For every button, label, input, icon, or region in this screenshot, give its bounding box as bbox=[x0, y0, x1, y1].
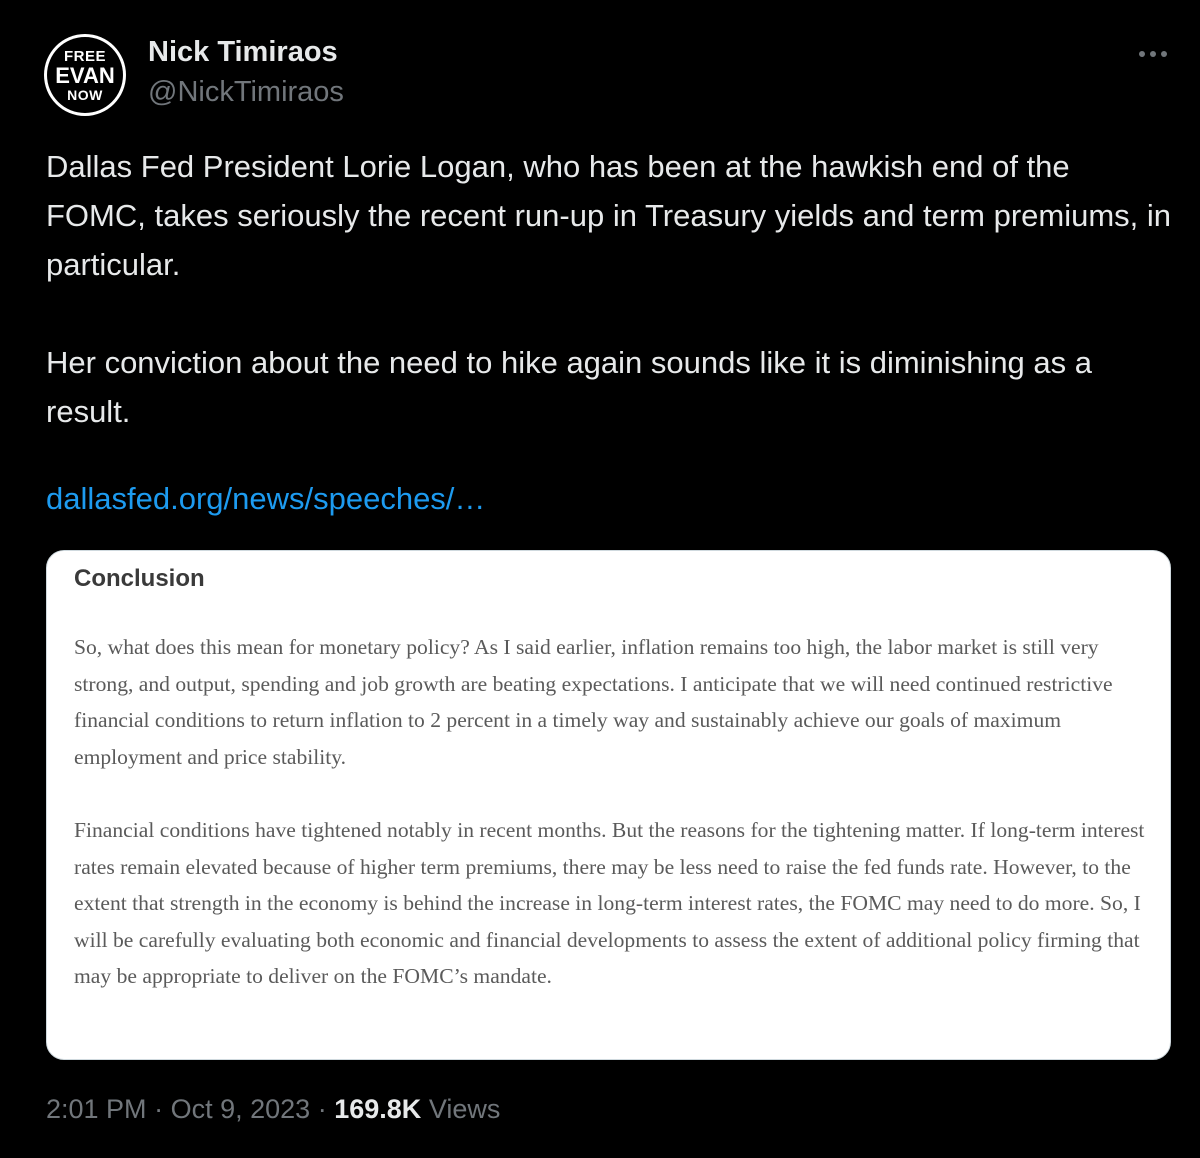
views-label: Views bbox=[428, 1094, 501, 1124]
card-heading: Conclusion bbox=[74, 565, 205, 592]
tweet-time[interactable]: 2:01 PM bbox=[46, 1094, 147, 1124]
avatar-badge bbox=[47, 37, 123, 113]
avatar-text-line-3: NOW bbox=[67, 86, 103, 103]
views-count: 169.8K bbox=[334, 1094, 422, 1124]
tweet-meta bbox=[46, 1094, 500, 1125]
quoted-image-card[interactable] bbox=[46, 550, 1171, 1060]
card-paragraph: Financial conditions have tightened notably in recent months. But the reasons for the tightening matter. If long-term interest rates remain elevated because of higher term premiums, there may be less need to raise the fed funds rate. However, to the extent that strength in the economy is behind the increase in long-term interest rates, the FOMC may need to do more. So, I will be carefully evaluating both economic and financial developments to assess the extent of additional policy firming that may be appropriate to deliver on the FOMC’s mandate. bbox=[74, 818, 1145, 988]
tweet-paragraph: Her conviction about the need to hike again sounds like it is diminishing as a result. bbox=[46, 345, 1093, 429]
author-display-name[interactable]: Nick Timiraos bbox=[148, 36, 338, 68]
tweet-paragraph: Dallas Fed President Lorie Logan, who has been at the hawkish end of the FOMC, takes seriously the recent run-up in Treasury yields and term premiums, in particular. bbox=[46, 149, 1172, 282]
tweet-text bbox=[46, 142, 1176, 436]
avatar-text-line-2: EVAN bbox=[55, 62, 115, 88]
meta-separator: · bbox=[154, 1094, 164, 1124]
meta-separator: · bbox=[317, 1094, 327, 1124]
avatar[interactable] bbox=[44, 34, 126, 116]
avatar-text-line-1: FREE bbox=[63, 47, 106, 65]
card-paragraph: So, what does this mean for monetary policy? As I said earlier, inflation remains too high, the labor market is still very strong, and output, spending and job growth are beating expectations. I anticipate that we will need continued restrictive financial conditions to return inflation to 2 percent in a timely way and sustainably achieve our goals of maximum employment and price stability. bbox=[74, 635, 1113, 769]
tweet-date[interactable]: Oct 9, 2023 bbox=[170, 1094, 311, 1124]
tweet-link[interactable]: dallasfed.org/news/speeches/… bbox=[46, 481, 486, 516]
author-handle[interactable]: @NickTimiraos bbox=[148, 76, 344, 108]
more-horizontal-icon[interactable] bbox=[1136, 40, 1170, 68]
